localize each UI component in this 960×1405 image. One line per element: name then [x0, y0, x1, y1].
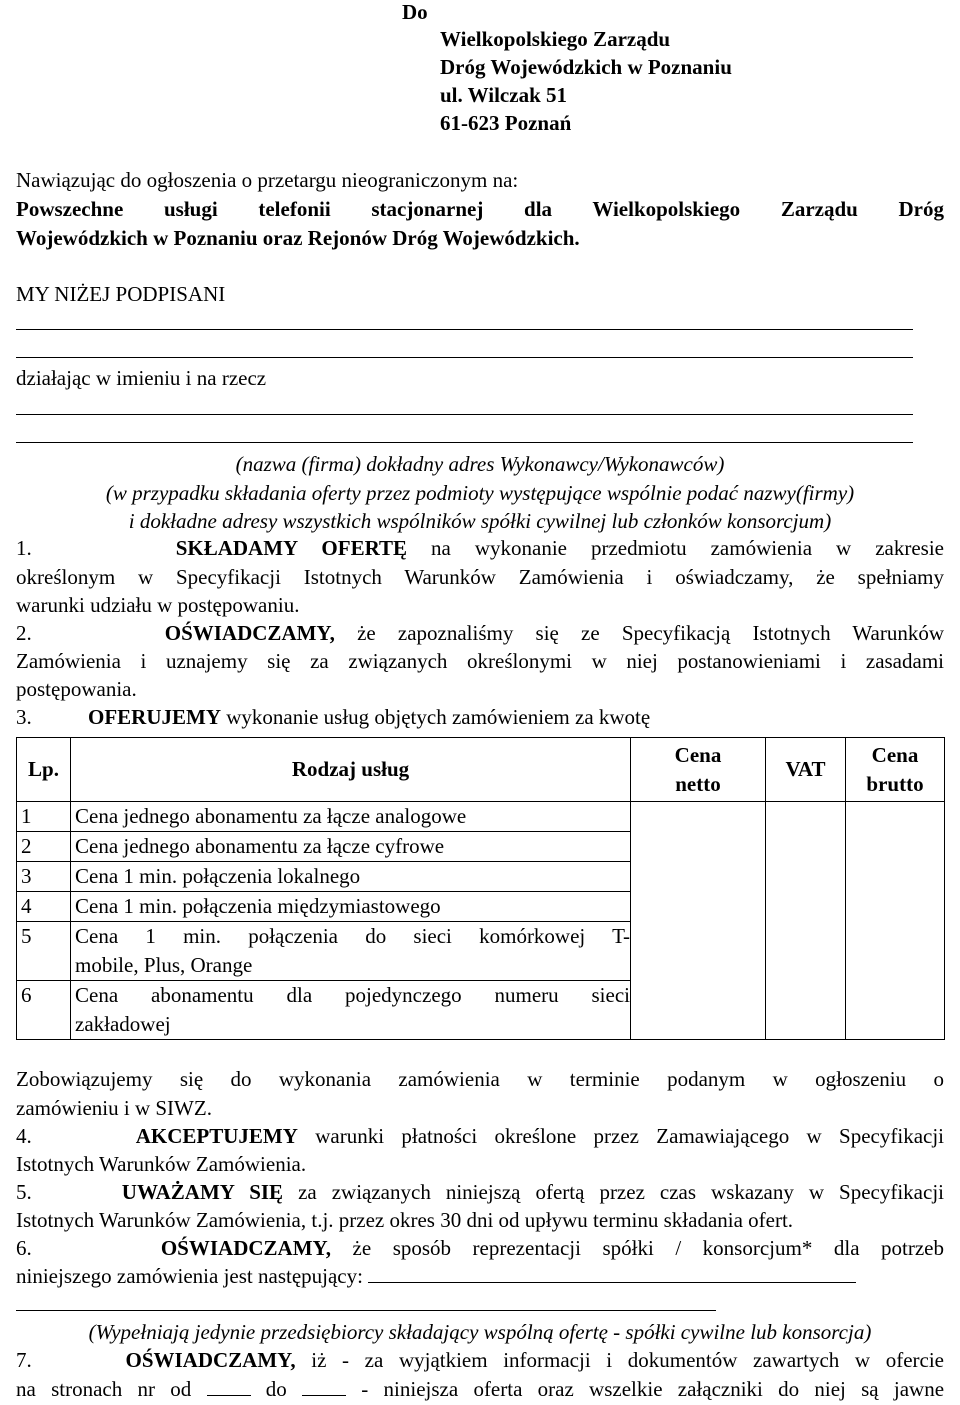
net-price-cell[interactable] [631, 981, 766, 1040]
address-block [440, 25, 732, 137]
address-line: Wielkopolskiego Zarządu [440, 27, 671, 51]
header-vat: VAT [766, 738, 846, 802]
table-header-row [17, 738, 945, 802]
row-lp: 3 [17, 862, 71, 892]
signatory-name-line-2[interactable] [16, 357, 913, 358]
commitment-line-1: Zobowiązujemy się do wykonania zamówienia w terminie podanym w ogłoszeniu o [16, 1067, 944, 1091]
vat-cell[interactable] [766, 832, 846, 862]
gross-price-cell[interactable] [846, 862, 945, 892]
row-service-line-1: Cena 1 min. połączenia do sieci komórkowej T- [75, 924, 630, 948]
point-2-text: że zapoznaliśmy się ze Specyfikacją Istotnych Warunków [357, 621, 944, 645]
gross-price-cell[interactable] [846, 981, 945, 1040]
row-service: Cena jednego abonamentu za łącze cyfrowe [71, 832, 631, 862]
page-to-blank[interactable] [302, 1377, 346, 1396]
point-5-text: za związanych niniejszą ofertą przez czas wskazany w Specyfikacji [298, 1180, 944, 1204]
header-gross-line-1: Cena [871, 742, 919, 767]
net-price-cell[interactable] [631, 802, 766, 832]
address-line: ul. Wilczak 51 [440, 83, 567, 107]
point-5-line-2: Istotnych Warunków Zamówienia, t.j. przez okres 30 dni od upływu terminu składania ofert. [16, 1208, 794, 1232]
point-number: 5. [16, 1180, 32, 1204]
gross-price-cell[interactable] [846, 802, 945, 832]
subject-line-1: Powszechne usługi telefonii stacjonarnej dla Wielkopolskiego Zarządu Dróg [16, 197, 944, 221]
point-6-label: niniejszego zamówienia jest następujący: [16, 1264, 363, 1288]
table-row [17, 862, 945, 892]
point-5-bold: UWAŻAMY SIĘ [121, 1180, 284, 1204]
row-service [71, 922, 631, 981]
table-row [17, 802, 945, 832]
point-number: 7. [16, 1348, 32, 1372]
row-lp: 2 [17, 832, 71, 862]
point-5-line-1 [16, 1178, 944, 1206]
address-line: 61-623 Poznań [440, 111, 572, 135]
acting-on-behalf-label: działając w imieniu i na rzecz [16, 366, 267, 390]
point-4-text: warunki płatności określone przez Zamawiającego w Specyfikacji [315, 1124, 945, 1148]
header-net-line-2: netto [675, 771, 721, 796]
representation-blank[interactable] [368, 1264, 856, 1283]
address-to: Do [402, 0, 428, 24]
header-gross-price [846, 738, 945, 802]
row-service-line-2: mobile, Plus, Orange [75, 953, 253, 977]
point-2-bold: OŚWIADCZAMY, [164, 621, 335, 645]
vat-cell[interactable] [766, 981, 846, 1040]
row-lp: 4 [17, 892, 71, 922]
net-price-cell[interactable] [631, 862, 766, 892]
point-number: 6. [16, 1236, 32, 1260]
row-lp: 6 [17, 981, 71, 1040]
commitment-line-2: zamówieniu i w SIWZ. [16, 1096, 212, 1120]
point-number: 1. [16, 536, 32, 560]
company-note-3: i dokładne adresy wszystkich wspólników spółki cywilnej lub członków konsorcjum) [128, 509, 832, 533]
company-line-1[interactable] [16, 414, 913, 415]
point-6-line-2 [16, 1262, 944, 1290]
point-7-line-1 [16, 1346, 944, 1374]
point-7-bold: OŚWIADCZAMY, [125, 1348, 296, 1372]
company-note-2: (w przypadku składania oferty przez podmioty występujące wspólnie podać nazwy(firmy) [105, 481, 855, 505]
point-1-bold: SKŁADAMY OFERTĘ [175, 536, 408, 560]
header-net-price [631, 738, 766, 802]
header-net-line-1: Cena [674, 742, 722, 767]
header-service: Rodzaj usług [71, 738, 631, 802]
gross-price-cell[interactable] [846, 892, 945, 922]
table-row [17, 922, 945, 981]
point-number: 3. [16, 705, 32, 729]
table-row [17, 892, 945, 922]
table-row [17, 981, 945, 1040]
point-7-pages-from-label: na stronach nr od [16, 1377, 192, 1401]
subject-line-2: Wojewódzkich w Poznaniu oraz Rejonów Dróg Wojewódzkich. [16, 226, 580, 250]
net-price-cell[interactable] [631, 922, 766, 981]
point-6-bold: OŚWIADCZAMY, [160, 1236, 332, 1260]
header-gross-line-2: brutto [866, 771, 924, 796]
signatory-name-line-1[interactable] [16, 329, 913, 330]
row-service-line-2: zakładowej [75, 1012, 171, 1036]
point-1-line-1 [16, 534, 944, 562]
point-3-bold: OFERUJEMY [88, 705, 221, 729]
table-row [17, 832, 945, 862]
representation-line[interactable] [16, 1310, 716, 1311]
point-1-line-3: warunki udziału w postępowaniu. [16, 593, 300, 617]
point-4-line-2: Istotnych Warunków Zamówienia. [16, 1152, 307, 1176]
point-7-pages-to-label: do [265, 1377, 287, 1401]
point-3-line-1 [16, 703, 944, 731]
point-6-note: (Wypełniają jedynie przedsiębiorcy składający wspólną ofertę - spółki cywilne lub konsorcja) [88, 1320, 872, 1344]
row-lp: 5 [17, 922, 71, 981]
vat-cell[interactable] [766, 862, 846, 892]
point-6-text: że sposób reprezentacji spółki / konsorcjum* dla potrzeb [352, 1236, 944, 1260]
intro-line: Nawiązując do ogłoszenia o przetargu nieograniczonym na: [16, 168, 519, 192]
address-line: Dróg Wojewódzkich w Poznaniu [440, 55, 732, 79]
row-lp: 1 [17, 802, 71, 832]
point-7-line-2 [16, 1375, 944, 1403]
gross-price-cell[interactable] [846, 922, 945, 981]
point-2-line-3: postępowania. [16, 677, 137, 701]
pricing-table [16, 737, 945, 1040]
company-note-1: (nazwa (firma) dokładny adres Wykonawcy/Wykonawców) [235, 452, 725, 476]
gross-price-cell[interactable] [846, 832, 945, 862]
point-7-text: iż - za wyjątkiem informacji i dokumentów zawartych w ofercie [311, 1348, 944, 1372]
row-service: Cena jednego abonamentu za łącze analogowe [71, 802, 631, 832]
vat-cell[interactable] [766, 802, 846, 832]
row-service [71, 981, 631, 1040]
company-line-2[interactable] [16, 442, 913, 443]
row-service: Cena 1 min. połączenia międzymiastowego [71, 892, 631, 922]
header-lp: Lp. [17, 738, 71, 802]
vat-cell[interactable] [766, 892, 846, 922]
vat-cell[interactable] [766, 922, 846, 981]
point-1-line-2: określonym w Specyfikacji Istotnych Warunków Zamówienia i oświadczamy, że spełniamy [16, 565, 944, 589]
page-from-blank[interactable] [207, 1377, 251, 1396]
point-7-rest: - niniejsza oferta oraz wszelkie załączniki do niej są jawne [361, 1377, 945, 1401]
net-price-cell[interactable] [631, 892, 766, 922]
row-service-line-1: Cena abonamentu dla pojedynczego numeru sieci [75, 983, 630, 1007]
signatories-heading: MY NIŻEJ PODPISANI [16, 282, 226, 306]
point-1-text: na wykonanie przedmiotu zamówienia w zakresie [431, 536, 944, 560]
net-price-cell[interactable] [631, 832, 766, 862]
row-service: Cena 1 min. połączenia lokalnego [71, 862, 631, 892]
point-2-line-2: Zamówienia i uznajemy się za związanych określonymi w niej postanowieniami i zasadami [16, 649, 944, 673]
point-2-line-1 [16, 619, 944, 647]
point-3-text: wykonanie usług objętych zamówieniem za kwotę [226, 705, 651, 729]
point-number: 2. [16, 621, 32, 645]
point-6-line-1 [16, 1234, 944, 1262]
point-4-line-1 [16, 1122, 944, 1150]
point-4-bold: AKCEPTUJEMY [135, 1124, 298, 1148]
point-number: 4. [16, 1124, 32, 1148]
